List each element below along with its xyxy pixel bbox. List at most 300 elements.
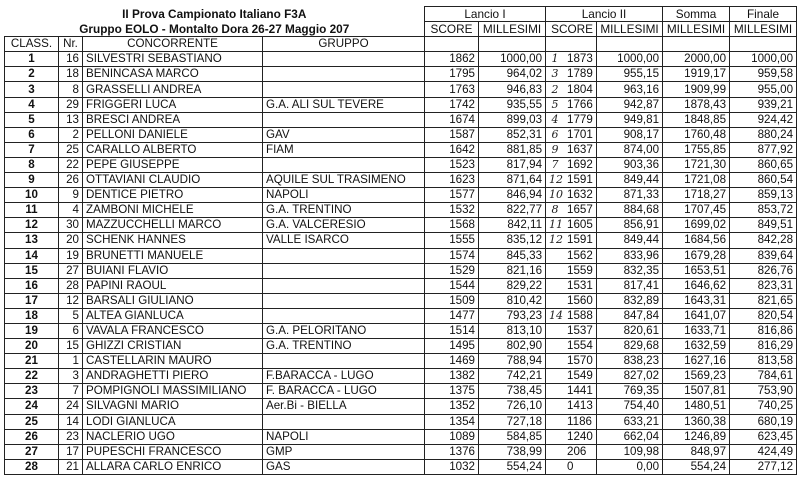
millesimi2-cell: 0,00 xyxy=(597,459,663,474)
score2-cell xyxy=(546,339,597,354)
millesimi1-cell: 1000,00 xyxy=(479,52,546,67)
nr-cell: 4 xyxy=(59,203,83,218)
final-cell: 860,54 xyxy=(730,173,797,188)
table-row xyxy=(5,112,797,127)
competitor-name-cell: PUPESCHI FRANCESCO xyxy=(83,444,263,459)
score2-value: 0 xyxy=(567,459,574,473)
score2-cell xyxy=(546,233,597,248)
score2-cell xyxy=(546,157,597,172)
millesimi1-cell: 817,94 xyxy=(479,157,546,172)
millesimi1-cell: 584,85 xyxy=(479,429,546,444)
sum-cell: 1627,16 xyxy=(663,354,730,369)
final-cell: 955,00 xyxy=(730,82,797,97)
final-cell: 860,65 xyxy=(730,157,797,172)
group-cell: VALLE ISARCO xyxy=(263,233,425,248)
final-cell: 939,21 xyxy=(730,97,797,112)
millesimi1-cell: 554,24 xyxy=(479,459,546,474)
sum-cell: 1679,28 xyxy=(663,248,730,263)
score2-value: 1537 xyxy=(567,324,593,338)
sum-cell: 1653,51 xyxy=(663,263,730,278)
score2-value: 1632 xyxy=(567,188,593,202)
results-sheet xyxy=(4,6,796,482)
nr-cell: 16 xyxy=(59,52,83,67)
table-row xyxy=(5,459,797,474)
group-cell xyxy=(263,293,425,308)
group-cell xyxy=(263,278,425,293)
handwritten-rank-mark: 1 xyxy=(551,52,559,66)
final-cell: 821,65 xyxy=(730,293,797,308)
group-cell xyxy=(263,82,425,97)
score2-cell xyxy=(546,263,597,278)
column-header-row xyxy=(5,37,797,52)
score2-value: 1657 xyxy=(567,203,593,217)
class-cell: 12 xyxy=(5,218,59,233)
class-cell: 18 xyxy=(5,308,59,323)
final-cell: 784,61 xyxy=(730,369,797,384)
group-cell: GAS xyxy=(263,459,425,474)
concorrente-column-header: CONCORRENTE xyxy=(83,37,263,52)
sum-cell: 1878,43 xyxy=(663,97,730,112)
score2-value: 1789 xyxy=(567,67,593,81)
score2-header: SCORE xyxy=(546,22,597,37)
header-row-1 xyxy=(5,7,797,22)
score2-value: 1766 xyxy=(567,97,593,111)
group-cell xyxy=(263,52,425,67)
table-row xyxy=(5,82,797,97)
group-cell: G.A. ALI SUL TEVERE xyxy=(263,97,425,112)
competitor-name-cell: PAPINI RAOUL xyxy=(83,278,263,293)
nr-cell: 8 xyxy=(59,82,83,97)
score2-value: 1591 xyxy=(567,173,593,187)
competitor-name-cell: BUIANI FLAVIO xyxy=(83,263,263,278)
score2-value: 1873 xyxy=(567,52,593,66)
group-cell xyxy=(263,112,425,127)
score2-cell xyxy=(546,323,597,338)
millesimi1-header: MILLESIMI xyxy=(479,22,546,37)
class-cell: 2 xyxy=(5,67,59,82)
score2-value: 1186 xyxy=(567,414,592,428)
competitor-name-cell: BENINCASA MARCO xyxy=(83,67,263,82)
competitor-name-cell: ALTEA GIANLUCA xyxy=(83,308,263,323)
competitor-name-cell: FRIGGERI LUCA xyxy=(83,97,263,112)
score2-value: 1570 xyxy=(567,354,593,368)
group-cell: G.A. TRENTINO xyxy=(263,203,425,218)
handwritten-rank-mark: 9 xyxy=(551,142,559,156)
competitor-name-cell: PELLONI DANIELE xyxy=(83,127,263,142)
class-cell: 6 xyxy=(5,127,59,142)
score1-cell: 1544 xyxy=(425,278,479,293)
score2-cell xyxy=(546,67,597,82)
sum-cell: 1699,02 xyxy=(663,218,730,233)
nr-cell: 14 xyxy=(59,414,83,429)
final-cell: 1000,00 xyxy=(730,52,797,67)
score1-cell: 1532 xyxy=(425,203,479,218)
class-cell: 16 xyxy=(5,278,59,293)
score1-cell: 1795 xyxy=(425,67,479,82)
final-cell: 959,58 xyxy=(730,67,797,82)
score1-cell: 1742 xyxy=(425,97,479,112)
table-row xyxy=(5,399,797,414)
competitor-name-cell: LODI GIANLUCA xyxy=(83,414,263,429)
competitor-name-cell: OTTAVIANI CLAUDIO xyxy=(83,173,263,188)
score2-cell xyxy=(546,414,597,429)
score1-cell: 1469 xyxy=(425,354,479,369)
table-row xyxy=(5,173,797,188)
final-cell: 623,45 xyxy=(730,429,797,444)
sum-cell: 1360,38 xyxy=(663,414,730,429)
millesimi2-cell: 817,41 xyxy=(597,278,663,293)
nr-column-header: Nr. xyxy=(59,37,83,52)
sum-cell: 554,24 xyxy=(663,459,730,474)
class-cell: 26 xyxy=(5,429,59,444)
handwritten-rank-mark: 4 xyxy=(551,112,559,126)
millesimi2-cell: 633,21 xyxy=(597,414,663,429)
competitor-name-cell: ZAMBONI MICHELE xyxy=(83,203,263,218)
millesimi2-cell: 849,44 xyxy=(597,173,663,188)
millesimi1-cell: 935,55 xyxy=(479,97,546,112)
nr-cell: 29 xyxy=(59,97,83,112)
table-row xyxy=(5,218,797,233)
millesimi2-cell: 838,23 xyxy=(597,354,663,369)
competitor-name-cell: NACLERIO UGO xyxy=(83,429,263,444)
score1-cell: 1577 xyxy=(425,188,479,203)
millesimi2-cell: 662,04 xyxy=(597,429,663,444)
score2-value: 1560 xyxy=(567,293,593,307)
class-cell: 22 xyxy=(5,369,59,384)
table-row xyxy=(5,278,797,293)
competitor-name-cell: VAVALA FRANCESCO xyxy=(83,323,263,338)
table-row xyxy=(5,384,797,399)
millesimi2-cell: 849,44 xyxy=(597,233,663,248)
nr-cell: 17 xyxy=(59,444,83,459)
final-cell: 816,29 xyxy=(730,339,797,354)
millesimi2-cell: 829,68 xyxy=(597,339,663,354)
final-cell: 820,54 xyxy=(730,308,797,323)
score2-cell xyxy=(546,188,597,203)
score2-cell xyxy=(546,444,597,459)
score1-cell: 1375 xyxy=(425,384,479,399)
competitor-name-cell: SILVESTRI SEBASTIANO xyxy=(83,52,263,67)
final-cell: 849,51 xyxy=(730,218,797,233)
class-cell: 17 xyxy=(5,293,59,308)
sum-cell: 1569,23 xyxy=(663,369,730,384)
finale-header: Finale xyxy=(730,7,797,22)
competitor-name-cell: ANDRAGHETTI PIERO xyxy=(83,369,263,384)
final-cell: 753,90 xyxy=(730,384,797,399)
millesimi1-cell: 842,11 xyxy=(479,218,546,233)
nr-cell: 13 xyxy=(59,112,83,127)
group-cell: G.A. PELORITANO xyxy=(263,323,425,338)
table-row xyxy=(5,248,797,263)
table-row xyxy=(5,233,797,248)
millesimi2-cell: 832,35 xyxy=(597,263,663,278)
millesimi2-cell: 856,91 xyxy=(597,218,663,233)
class-cell: 13 xyxy=(5,233,59,248)
table-row xyxy=(5,142,797,157)
nr-cell: 5 xyxy=(59,308,83,323)
sum-cell: 1643,31 xyxy=(663,293,730,308)
sum-cell: 1718,27 xyxy=(663,188,730,203)
millesimi1-cell: 813,10 xyxy=(479,323,546,338)
handwritten-rank-mark: 3 xyxy=(551,67,559,81)
competitor-name-cell: SILVAGNI MARIO xyxy=(83,399,263,414)
class-cell: 9 xyxy=(5,173,59,188)
millesimi2-header: MILLESIMI xyxy=(597,22,663,37)
score1-cell: 1555 xyxy=(425,233,479,248)
handwritten-rank-mark: 8 xyxy=(551,203,559,217)
table-row xyxy=(5,308,797,323)
sum-cell: 1919,17 xyxy=(663,67,730,82)
score2-cell xyxy=(546,384,597,399)
gruppo-column-header: GRUPPO xyxy=(263,37,425,52)
final-cell: 823,31 xyxy=(730,278,797,293)
score2-value: 1559 xyxy=(567,263,593,277)
competitor-name-cell: GHIZZI CRISTIAN xyxy=(83,339,263,354)
group-cell: G.A. TRENTINO xyxy=(263,339,425,354)
millesimi1-cell: 899,03 xyxy=(479,112,546,127)
handwritten-rank-mark: 14 xyxy=(549,308,564,322)
score2-cell xyxy=(546,52,597,67)
score2-value: 1554 xyxy=(567,339,593,353)
competitor-name-cell: POMPIGNOLI MASSIMILIANO xyxy=(83,384,263,399)
title-line-1: II Prova Campionato Italiano F3A xyxy=(122,7,307,22)
handwritten-rank-mark: 12 xyxy=(549,173,564,187)
nr-cell: 1 xyxy=(59,354,83,369)
table-row xyxy=(5,127,797,142)
score2-cell xyxy=(546,308,597,323)
lancio2-header: Lancio II xyxy=(546,7,663,22)
score2-cell xyxy=(546,82,597,97)
millesimi1-cell: 802,90 xyxy=(479,339,546,354)
nr-cell: 25 xyxy=(59,142,83,157)
score1-cell: 1642 xyxy=(425,142,479,157)
somma-header: Somma xyxy=(663,7,730,22)
table-row xyxy=(5,188,797,203)
score2-value: 1588 xyxy=(567,308,593,322)
final-cell: 424,49 xyxy=(730,444,797,459)
competitor-name-cell: SCHENK HANNES xyxy=(83,233,263,248)
millesimi2-cell: 833,96 xyxy=(597,248,663,263)
nr-cell: 24 xyxy=(59,399,83,414)
handwritten-rank-mark: 6 xyxy=(551,127,559,141)
sum-cell: 2000,00 xyxy=(663,52,730,67)
millesimi2-cell: 963,16 xyxy=(597,82,663,97)
final-cell: 880,24 xyxy=(730,127,797,142)
millesimi2-cell: 769,35 xyxy=(597,384,663,399)
class-cell: 3 xyxy=(5,82,59,97)
competitor-name-cell: CASTELLARIN MAURO xyxy=(83,354,263,369)
final-cell: 859,13 xyxy=(730,188,797,203)
table-row xyxy=(5,97,797,112)
class-cell: 23 xyxy=(5,384,59,399)
millesimi1-cell: 727,18 xyxy=(479,414,546,429)
sum-cell: 1480,51 xyxy=(663,399,730,414)
score2-cell xyxy=(546,248,597,263)
score2-value: 1413 xyxy=(567,399,593,413)
final-cell: 877,92 xyxy=(730,142,797,157)
score1-cell: 1509 xyxy=(425,293,479,308)
class-cell: 11 xyxy=(5,203,59,218)
millesimi1-cell: 726,10 xyxy=(479,399,546,414)
sum-cell: 1760,48 xyxy=(663,127,730,142)
millesimi2-cell: 109,98 xyxy=(597,444,663,459)
nr-cell: 2 xyxy=(59,127,83,142)
millesimi1-cell: 738,99 xyxy=(479,444,546,459)
handwritten-rank-mark: 2 xyxy=(551,82,559,96)
sum-cell: 1721,30 xyxy=(663,157,730,172)
score1-cell: 1523 xyxy=(425,157,479,172)
final-cell: 826,76 xyxy=(730,263,797,278)
score1-cell: 1477 xyxy=(425,308,479,323)
nr-cell: 22 xyxy=(59,157,83,172)
class-cell: 14 xyxy=(5,248,59,263)
class-cell: 24 xyxy=(5,399,59,414)
sum-cell: 1507,81 xyxy=(663,384,730,399)
score2-value: 1692 xyxy=(567,157,593,171)
table-row xyxy=(5,339,797,354)
score1-cell: 1376 xyxy=(425,444,479,459)
nr-cell: 7 xyxy=(59,384,83,399)
millesimi2-cell: 871,33 xyxy=(597,188,663,203)
score2-cell xyxy=(546,142,597,157)
score2-cell xyxy=(546,127,597,142)
millesimi2-cell: 832,89 xyxy=(597,293,663,308)
score2-value: 1240 xyxy=(567,429,593,443)
nr-cell: 19 xyxy=(59,248,83,263)
competitor-name-cell: PEPE GIUSEPPE xyxy=(83,157,263,172)
results-table xyxy=(4,6,797,475)
competitor-name-cell: MAZZUCCHELLI MARCO xyxy=(83,218,263,233)
class-cell: 28 xyxy=(5,459,59,474)
table-row xyxy=(5,323,797,338)
class-cell: 1 xyxy=(5,52,59,67)
score1-cell: 1862 xyxy=(425,52,479,67)
table-row xyxy=(5,369,797,384)
group-cell: FIAM xyxy=(263,142,425,157)
group-cell xyxy=(263,248,425,263)
score2-cell xyxy=(546,399,597,414)
millesimi2-cell: 949,81 xyxy=(597,112,663,127)
score1-cell: 1674 xyxy=(425,112,479,127)
table-row xyxy=(5,157,797,172)
score1-cell: 1354 xyxy=(425,414,479,429)
score2-value: 1531 xyxy=(567,278,593,292)
score2-cell xyxy=(546,429,597,444)
group-cell xyxy=(263,308,425,323)
final-cell: 924,42 xyxy=(730,112,797,127)
final-cell: 842,28 xyxy=(730,233,797,248)
millesimi1-cell: 829,22 xyxy=(479,278,546,293)
sum-cell: 1707,45 xyxy=(663,203,730,218)
class-cell: 15 xyxy=(5,263,59,278)
final-cell: 839,64 xyxy=(730,248,797,263)
score2-value: 1562 xyxy=(567,248,593,262)
score2-cell xyxy=(546,112,597,127)
score2-value: 1701 xyxy=(567,127,593,141)
nr-cell: 3 xyxy=(59,369,83,384)
sum-cell: 1909,99 xyxy=(663,82,730,97)
competitor-name-cell: GRASSELLI ANDREA xyxy=(83,82,263,97)
score1-cell: 1032 xyxy=(425,459,479,474)
group-cell xyxy=(263,67,425,82)
score1-cell: 1514 xyxy=(425,323,479,338)
score1-cell: 1352 xyxy=(425,399,479,414)
group-cell xyxy=(263,263,425,278)
sum-cell: 1633,71 xyxy=(663,323,730,338)
score2-cell xyxy=(546,278,597,293)
lancio1-header: Lancio I xyxy=(425,7,546,22)
millesimi1-cell: 881,85 xyxy=(479,142,546,157)
sum-cell: 1641,07 xyxy=(663,308,730,323)
nr-cell: 30 xyxy=(59,218,83,233)
group-cell: NAPOLI xyxy=(263,429,425,444)
millesimi2-cell: 903,36 xyxy=(597,157,663,172)
group-cell: Aer.Bi - BIELLA xyxy=(263,399,425,414)
nr-cell: 20 xyxy=(59,233,83,248)
nr-cell: 9 xyxy=(59,188,83,203)
table-row xyxy=(5,354,797,369)
score2-cell xyxy=(546,218,597,233)
group-cell xyxy=(263,414,425,429)
millesimi2-cell: 820,61 xyxy=(597,323,663,338)
nr-cell: 23 xyxy=(59,429,83,444)
millesimi2-cell: 847,84 xyxy=(597,308,663,323)
handwritten-rank-mark: 10 xyxy=(549,188,564,202)
final-cell: 853,72 xyxy=(730,203,797,218)
millesimi2-cell: 955,15 xyxy=(597,67,663,82)
score1-cell: 1623 xyxy=(425,173,479,188)
class-cell: 19 xyxy=(5,323,59,338)
sum-cell: 1646,62 xyxy=(663,278,730,293)
final-cell: 680,19 xyxy=(730,414,797,429)
sum-cell: 1246,89 xyxy=(663,429,730,444)
millesimi1-cell: 822,77 xyxy=(479,203,546,218)
handwritten-rank-mark: 5 xyxy=(551,97,559,111)
millesimi2-cell: 884,68 xyxy=(597,203,663,218)
millesimi1-cell: 810,42 xyxy=(479,293,546,308)
final-cell: 277,12 xyxy=(730,459,797,474)
group-cell: NAPOLI xyxy=(263,188,425,203)
score2-value: 1804 xyxy=(567,82,593,96)
score2-value: 1637 xyxy=(567,142,593,156)
sum-cell: 1721,08 xyxy=(663,173,730,188)
class-cell: 27 xyxy=(5,444,59,459)
group-cell: G.A. VALCERESIO xyxy=(263,218,425,233)
score2-cell xyxy=(546,173,597,188)
group-cell xyxy=(263,157,425,172)
table-row xyxy=(5,429,797,444)
sum-cell: 1632,59 xyxy=(663,339,730,354)
competitor-name-cell: CARALLO ALBERTO xyxy=(83,142,263,157)
competitor-name-cell: DENTICE PIETRO xyxy=(83,188,263,203)
sum-cell: 1755,85 xyxy=(663,142,730,157)
competitor-name-cell: ALLARA CARLO ENRICO xyxy=(83,459,263,474)
table-row xyxy=(5,203,797,218)
nr-cell: 18 xyxy=(59,67,83,82)
millesimi-sum-header: MILLESIMI xyxy=(663,22,730,37)
score1-cell: 1495 xyxy=(425,339,479,354)
handwritten-rank-mark: 11 xyxy=(549,218,564,232)
millesimi1-cell: 964,02 xyxy=(479,67,546,82)
class-cell: 8 xyxy=(5,157,59,172)
score1-cell: 1763 xyxy=(425,82,479,97)
millesimi2-cell: 754,40 xyxy=(597,399,663,414)
millesimi2-cell: 908,17 xyxy=(597,127,663,142)
group-cell: GAV xyxy=(263,127,425,142)
millesimi-final-header: MILLESIMI xyxy=(730,22,797,37)
table-row xyxy=(5,293,797,308)
sum-cell: 1684,56 xyxy=(663,233,730,248)
